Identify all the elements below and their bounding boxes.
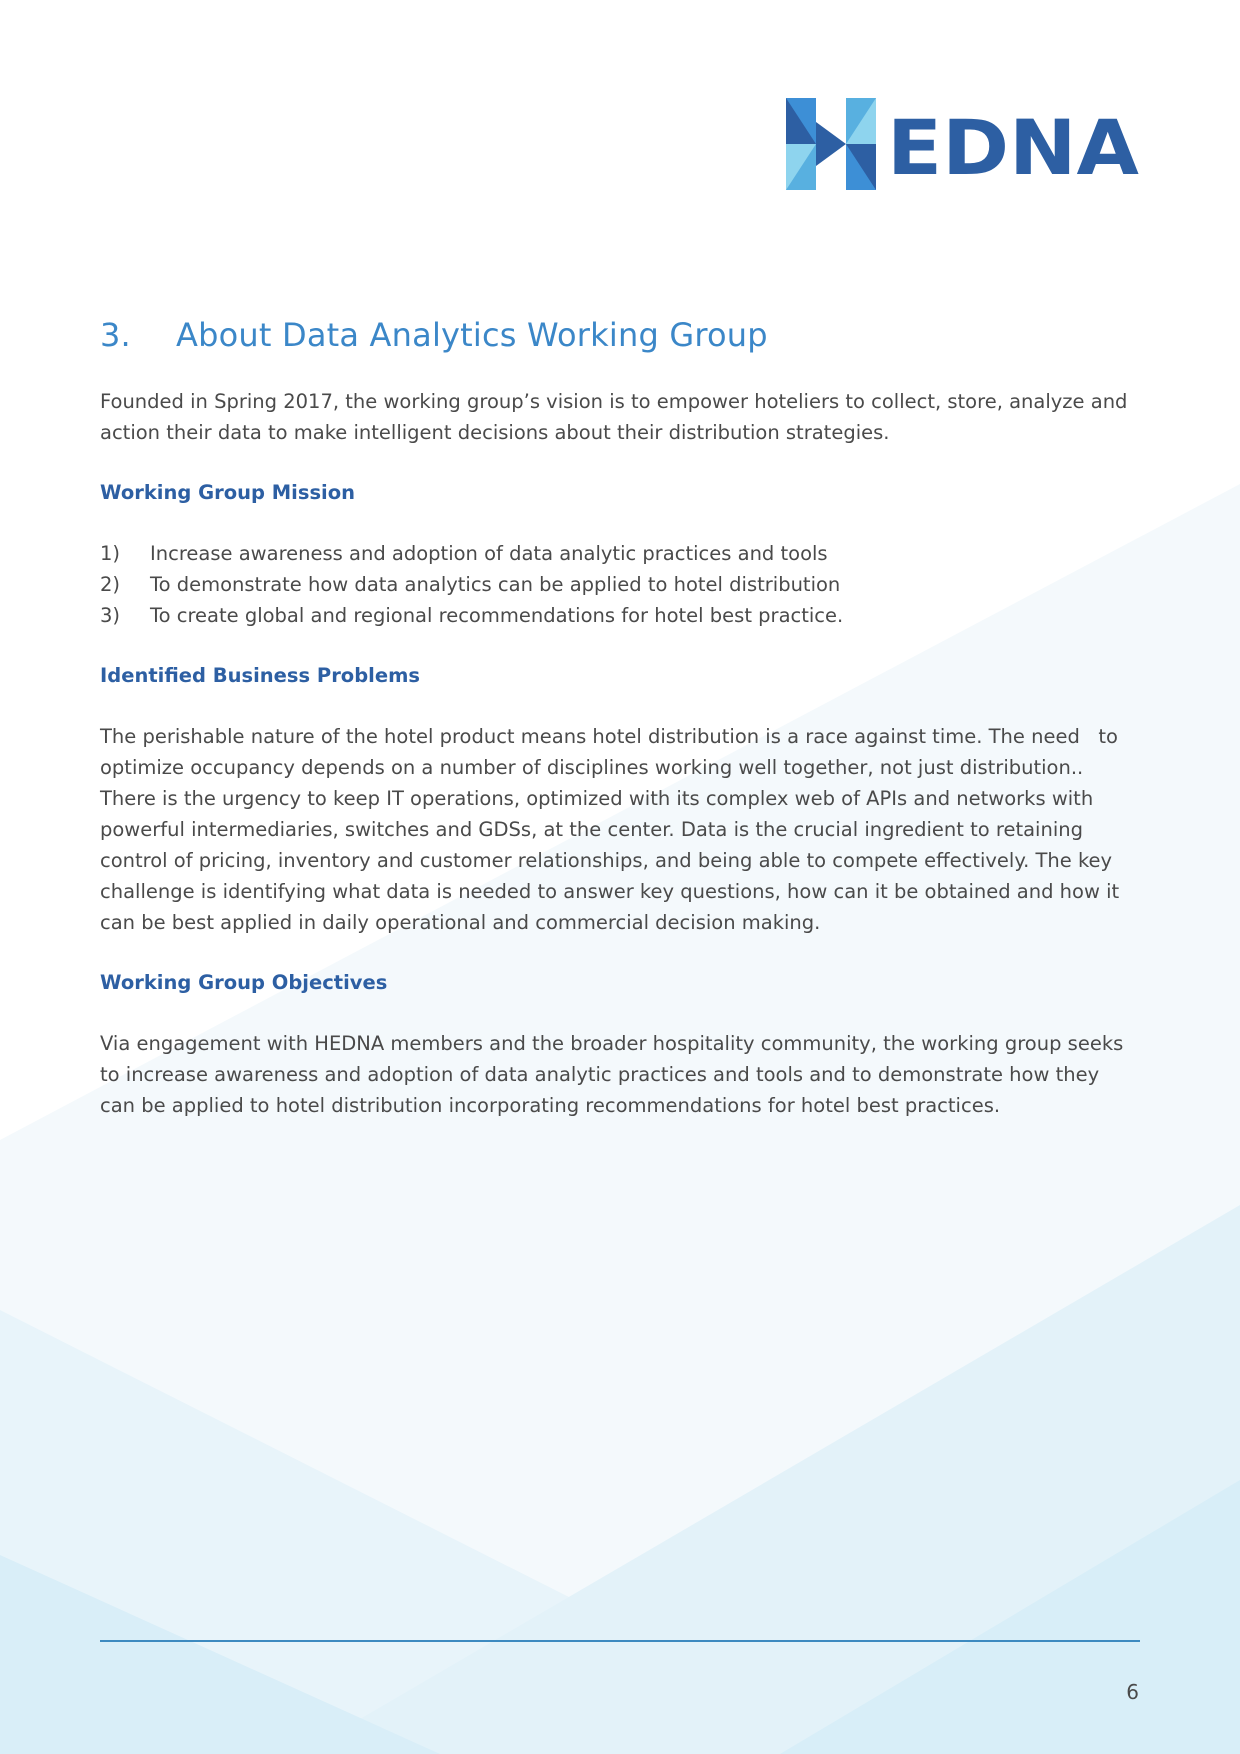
mission-list xyxy=(100,538,1140,631)
section-number: 3. xyxy=(100,316,131,354)
page-number: 6 xyxy=(1126,1680,1139,1704)
list-marker: 1) xyxy=(100,542,121,565)
logo-wordmark: EDNA xyxy=(887,103,1140,190)
page-content xyxy=(100,316,1140,1121)
objectives-paragraph: Via engagement with HEDNA members and the broader hospitality community, the working group seeks to increase awareness and adoption of data analytic practices and tools and to demonstrate how they can be applied to hotel distribution incorporating recommendations for hotel best practices. xyxy=(100,1032,1124,1117)
list-item-text: Increase awareness and adoption of data analytic practices and tools xyxy=(150,542,828,565)
list-item xyxy=(100,600,1140,631)
problems-heading: Identified Business Problems xyxy=(100,664,420,687)
list-marker: 3) xyxy=(100,604,121,627)
intro-paragraph: Founded in Spring 2017, the working group’s vision is to empower hoteliers to collect, store, analyze and action their data to make intelligent decisions about their distribution strategies. xyxy=(100,390,1128,444)
logo-h-mark xyxy=(786,98,876,190)
list-item xyxy=(100,569,1140,600)
section-title-text: About Data Analytics Working Group xyxy=(176,316,768,354)
section-title xyxy=(100,316,1140,354)
list-marker: 2) xyxy=(100,573,121,596)
objectives-heading: Working Group Objectives xyxy=(100,971,388,994)
list-item-text: To demonstrate how data analytics can be applied to hotel distribution xyxy=(150,573,841,596)
list-item-text: To create global and regional recommendations for hotel best practice. xyxy=(150,604,844,627)
footer-divider xyxy=(100,1640,1140,1642)
mission-heading: Working Group Mission xyxy=(100,481,356,504)
hedna-logo xyxy=(786,98,1142,190)
problems-paragraph: The perishable nature of the hotel product means hotel distribution is a race against time. The need to optimize occupancy depends on a number of disciplines working well together, not just distribution.. There is the urgency to keep IT operations, optimized with its complex web of APIs and networks with powerful intermediaries, switches and GDSs, at the center. Data is the crucial ingredient to retaining control of pricing, inventory and customer relationships, and being able to compete effectively. The key challenge is identifying what data is needed to answer key questions, how can it be obtained and how it can be best applied in daily operational and commercial decision making. xyxy=(100,725,1126,934)
list-item xyxy=(100,538,1140,569)
